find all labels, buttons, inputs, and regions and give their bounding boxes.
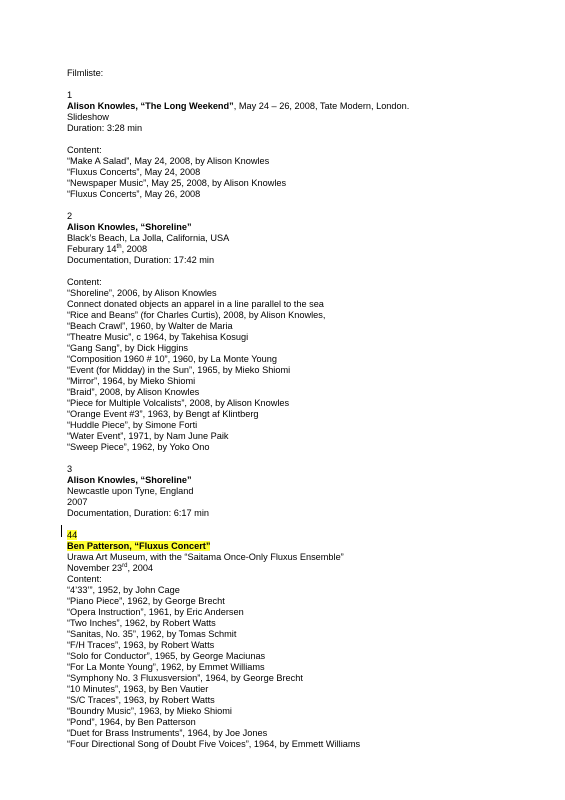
entry-duration: Documentation, Duration: 6:17 min [67, 508, 209, 518]
content-label: Content: [67, 574, 102, 584]
list-item: “Newspaper Music”, May 25, 2008, by Alison Knowles [67, 178, 287, 188]
list-item: “Boundry Music”, 1963, by Mieko Shiomi [67, 706, 232, 716]
entry-1 [67, 90, 547, 200]
entry-date [67, 563, 547, 574]
list-item: “Huddle Piece”, by Simone Forti [67, 420, 198, 430]
list-item: “Theatre Music”, c 1964, by Takehisa Kosugi [67, 332, 249, 342]
entry-title: Alison Knowles, “Shoreline” [67, 222, 192, 232]
list-item: “Four Directional Song of Doubt Five Voices”, 1964, by Emmett Williams [67, 739, 361, 749]
entry-year: 2007 [67, 497, 88, 507]
list-item: “Gang Sang”, by Dick Higgins [67, 343, 189, 353]
date-suffix: rd [122, 562, 128, 569]
content-label: Content: [67, 145, 102, 155]
entry-title-rest: , May 24 – 26, 2008, Tate Modern, London. [233, 101, 410, 111]
list-item: “Pond”, 1964, by Ben Patterson [67, 717, 196, 727]
date-year: , 2008 [121, 244, 148, 254]
list-item: “Fluxus Concerts”, May 26, 2008 [67, 189, 201, 199]
entry-title: Alison Knowles, “The Long Weekend” [67, 101, 234, 111]
entry-title-line [67, 101, 547, 112]
list-item: “10 Minutes”, 1963, by Ben Vautier [67, 684, 209, 694]
entry-date [67, 244, 547, 255]
list-item: “Piece for Multiple Volcalists”, 2008, by Alison Knowles [67, 398, 290, 408]
document-body[interactable] [67, 68, 547, 750]
list-item: “Mirror”, 1964, by Mieko Shiomi [67, 376, 196, 386]
entry-duration: Duration: 3:28 min [67, 123, 143, 133]
date-text: November 23 [67, 563, 123, 573]
list-item: “Sweep Piece”, 1962, by Yoko Ono [67, 442, 210, 452]
list-item: “Piano Piece”, 1962, by George Brecht [67, 596, 225, 606]
entry-number: 3 [67, 464, 73, 474]
entry-2 [67, 211, 547, 453]
list-item: “Rice and Beans” (for Charles Curtis), 2008, by Alison Knowles, [67, 310, 326, 320]
entry-44 [67, 530, 547, 750]
list-item: “S/C Traces”, 1963, by Robert Watts [67, 695, 215, 705]
list-item: “Composition 1960 # 10”, 1960, by La Monte Young [67, 354, 277, 364]
list-item: “Make A Salad”, May 24, 2008, by Alison Knowles [67, 156, 270, 166]
list-item: “Shoreline”, 2006, by Alison Knowles [67, 288, 217, 298]
entry-3 [67, 464, 547, 519]
entry-location: Black’s Beach, La Jolla, California, USA [67, 233, 230, 243]
list-item: “Solo for Conductor”, 1965, by George Maciunas [67, 651, 266, 661]
content-label: Content: [67, 277, 102, 287]
list-item: “Sanitas, No. 35”, 1962, by Tomas Schmit [67, 629, 237, 639]
list-item: “For La Monte Young”, 1962, by Emmet Williams [67, 662, 265, 672]
entry-number: 2 [67, 211, 73, 221]
list-item: “Symphony No. 3 Fluxusversion”, 1964, by George Brecht [67, 673, 303, 683]
list-item: “Orange Event #3”, 1963, by Bengt af Klintberg [67, 409, 259, 419]
list-item: “Opera Instruction”, 1961, by Eric Andersen [67, 607, 244, 617]
entry-number: 1 [67, 90, 73, 100]
text-cursor [61, 525, 62, 537]
list-item: “Event (for Midday) in the Sun”, 1965, by Mieko Shiomi [67, 365, 291, 375]
document-header: Filmliste: [67, 68, 104, 78]
date-text: Feburary 14 [67, 244, 117, 254]
date-suffix: th [116, 243, 122, 250]
entry-title-line [67, 541, 547, 552]
list-item: “Fluxus Concerts”, May 24, 2008 [67, 167, 201, 177]
entry-title: Ben Patterson, “Fluxus Concert” [67, 541, 211, 551]
list-item: “F/H Traces”, 1963, by Robert Watts [67, 640, 215, 650]
entry-number [67, 530, 547, 541]
entry-location: Urawa Art Museum, with the “Saitama Once-Only Fluxus Ensemble” [67, 552, 344, 562]
list-item: Connect donated objects an apparel in a line parallel to the sea [67, 299, 324, 309]
list-item: “Two Inches”, 1962, by Robert Watts [67, 618, 216, 628]
list-item: “Beach Crawl”, 1960, by Walter de Maria [67, 321, 233, 331]
entry-location: Newcastle upon Tyne, England [67, 486, 194, 496]
entry-duration: Documentation, Duration: 17:42 min [67, 255, 215, 265]
entry-detail: Slideshow [67, 112, 109, 122]
entry-title: Alison Knowles, “Shoreline” [67, 475, 192, 485]
list-item: “Braid”, 2008, by Alison Knowles [67, 387, 200, 397]
list-item: “4’33’”, 1952, by John Cage [67, 585, 180, 595]
list-item: “Duet for Brass Instruments”, 1964, by Joe Jones [67, 728, 268, 738]
date-year: , 2004 [127, 563, 154, 573]
list-item: “Water Event”, 1971, by Nam June Paik [67, 431, 229, 441]
highlighted-number: 44 [67, 530, 78, 540]
